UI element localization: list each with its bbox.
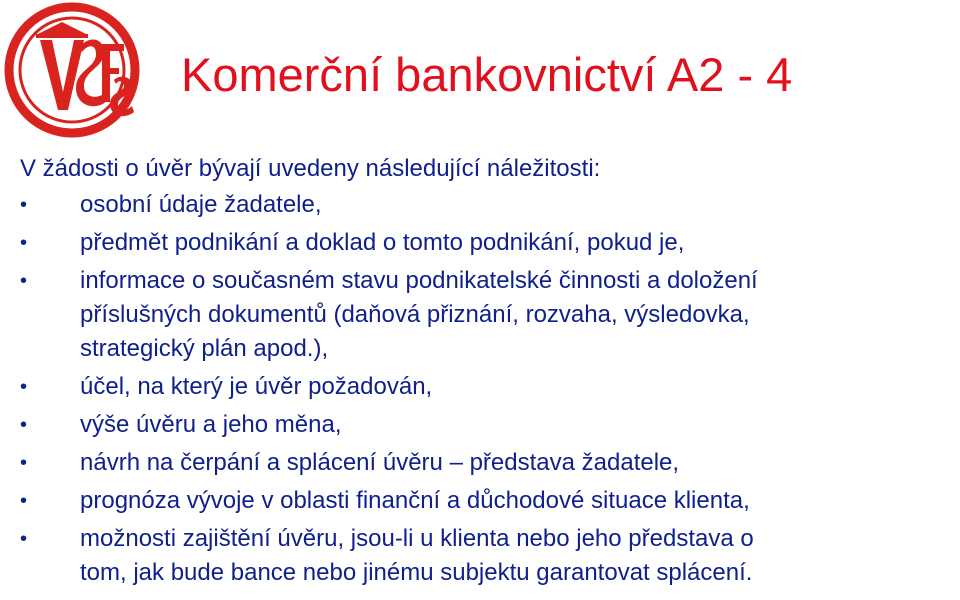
bullet-icon: • (20, 376, 28, 398)
intro-text: V žádosti o úvěr bývají uvedeny následující náležitosti: (20, 155, 601, 182)
list-item (20, 484, 950, 518)
list-item-text (80, 188, 950, 222)
list-item (20, 226, 950, 260)
list-item-line: účel, na který je úvěr požadován, (80, 373, 433, 400)
bullet-icon: • (20, 414, 28, 436)
list-item-line: výše úvěru a jeho měna, (80, 411, 342, 438)
vsfs-logo (0, 0, 150, 150)
list-item (20, 522, 950, 590)
list-item (20, 370, 950, 404)
list-item-line: strategický plán apod.), (80, 335, 329, 362)
list-item (20, 188, 950, 222)
slide-title: Komerční bankovnictví A2 - 4 (181, 48, 793, 101)
bullet-icon: • (20, 528, 28, 550)
list-item-text (80, 264, 950, 366)
list-item-text (80, 484, 950, 518)
bullet-icon: • (20, 232, 28, 254)
list-item-line: návrh na čerpání a splácení úvěru – představa žadatele, (80, 449, 680, 476)
bullet-icon: • (20, 194, 28, 216)
requirements-list (20, 188, 950, 590)
list-item-text (80, 226, 950, 260)
slide-content (20, 152, 950, 594)
list-item-line: možnosti zajištění úvěru, jsou-li u klienta nebo jeho představa o (80, 525, 754, 552)
list-item (20, 408, 950, 442)
list-item-text (80, 446, 950, 480)
list-item (20, 446, 950, 480)
list-item-text (80, 408, 950, 442)
list-item-line: předmět podnikání a doklad o tomto podnikání, pokud je, (80, 229, 685, 256)
list-item-line: informace o současném stavu podnikatelské činnosti a doložení (80, 267, 758, 294)
list-item (20, 264, 950, 366)
bullet-icon: • (20, 490, 28, 512)
list-item-text (80, 522, 950, 590)
list-item-line: tom, jak bude bance nebo jinému subjektu garantovat splácení. (80, 559, 753, 586)
bullet-icon: • (20, 452, 28, 474)
bullet-icon: • (20, 270, 28, 292)
list-item-text (80, 370, 950, 404)
list-item-line: prognóza vývoje v oblasti finanční a důchodové situace klienta, (80, 487, 750, 514)
vsfs-logo-graphic (0, 0, 150, 150)
list-item-line: osobní údaje žadatele, (80, 191, 322, 218)
list-item-line: příslušných dokumentů (daňová přiznání, rozvaha, výsledovka, (80, 301, 750, 328)
